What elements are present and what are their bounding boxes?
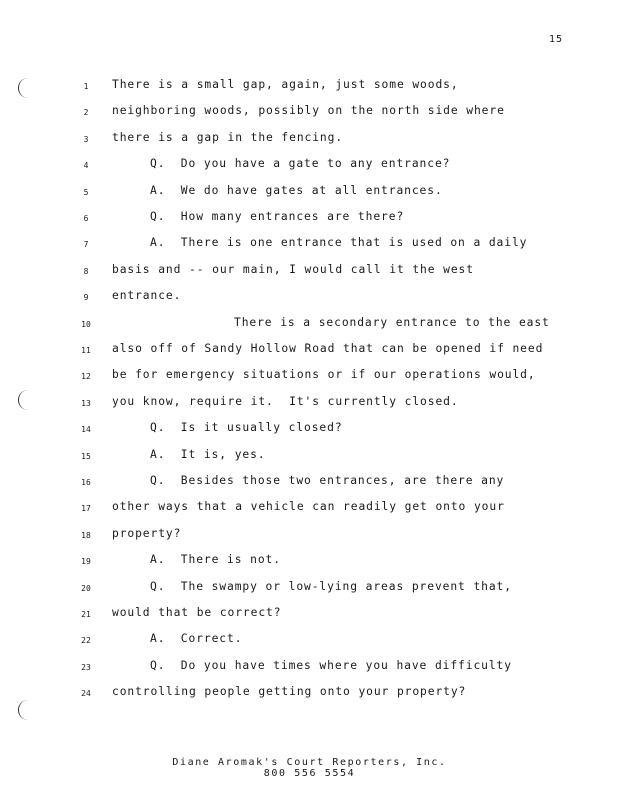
line-text: neighboring woods, possibly on the north side where	[112, 104, 505, 118]
line-number: 22	[81, 636, 91, 646]
transcript-line	[0, 157, 619, 183]
line-number: 11	[81, 346, 91, 355]
line-number: 6	[83, 214, 89, 223]
footer-phone: 800 556 5554	[263, 768, 356, 779]
line-number: 14	[81, 425, 91, 435]
line-number: 7	[83, 240, 89, 250]
line-text: A. It is, yes.	[150, 447, 266, 461]
line-text: Q. Besides those two entrances, are there any	[150, 474, 505, 487]
transcript-line	[0, 131, 619, 157]
line-number: 2	[83, 108, 89, 118]
line-text: you know, require it. It's currently closed.	[112, 394, 459, 408]
line-number: 21	[81, 610, 91, 619]
line-text: controlling people getting onto your property?	[112, 685, 467, 699]
line-text: Q. The swampy or low-lying areas prevent that,	[150, 579, 512, 593]
line-number: 20	[81, 583, 91, 593]
line-text: entrance.	[112, 289, 182, 303]
line-number: 15	[81, 451, 91, 461]
transcript-line	[0, 368, 619, 394]
transcript-line	[0, 78, 619, 104]
line-number: 3	[83, 134, 89, 144]
transcript-line	[0, 263, 619, 289]
transcript-line	[0, 632, 619, 658]
line-text: A. Correct.	[150, 632, 243, 646]
line-text: There is a secondary entrance to the east	[234, 315, 550, 329]
line-number: 18	[81, 530, 91, 540]
transcript-line	[0, 184, 619, 210]
transcript-line	[0, 342, 619, 368]
line-number: 10	[81, 319, 91, 329]
line-text: A. There is not.	[150, 553, 281, 567]
line-text: there is a gap in the fencing.	[112, 130, 344, 144]
transcript-line	[0, 606, 619, 632]
transcript-line	[0, 236, 619, 262]
transcript-line	[0, 395, 619, 421]
line-text: Q. How many entrances are there?	[150, 210, 405, 223]
transcript-line	[0, 421, 619, 447]
line-number: 8	[83, 266, 89, 276]
line-text: would that be correct?	[112, 606, 282, 619]
line-text: Q. Do you have times where you have difficulty	[150, 658, 512, 672]
line-text: other ways that a vehicle can readily get onto your	[112, 500, 505, 514]
line-text: There is a small gap, again, just some woods,	[112, 78, 459, 91]
line-text: A. There is one entrance that is used on a daily	[150, 236, 528, 250]
transcript-line	[0, 210, 619, 236]
line-number: 17	[81, 504, 91, 514]
transcript-line	[0, 316, 619, 342]
line-number: 19	[81, 557, 91, 567]
transcript-line	[0, 685, 619, 711]
transcript-line	[0, 500, 619, 526]
line-number: 5	[83, 187, 89, 197]
line-number: 16	[81, 478, 91, 487]
transcript-line	[0, 659, 619, 685]
line-number: 1	[83, 82, 89, 91]
line-number: 9	[83, 293, 89, 303]
page-number: 15	[549, 34, 564, 45]
line-number: 4	[83, 161, 89, 171]
transcript-line	[0, 289, 619, 315]
transcript-line	[0, 527, 619, 553]
line-text: property?	[112, 526, 182, 540]
transcript-line	[0, 104, 619, 130]
transcript-line	[0, 580, 619, 606]
line-text: also off of Sandy Hollow Road that can be opened if need	[112, 342, 544, 355]
line-text: Q. Is it usually closed?	[150, 421, 343, 435]
line-number: 24	[81, 689, 91, 699]
footer-company: Diane Aromak's Court Reporters, Inc.	[172, 757, 447, 768]
line-text: basis and -- our main, I would call it the west	[112, 262, 474, 276]
line-number: 13	[81, 398, 91, 408]
line-number: 12	[81, 372, 91, 382]
transcript-line	[0, 448, 619, 474]
line-text: A. We do have gates at all entrances.	[150, 183, 443, 197]
transcript-line	[0, 474, 619, 500]
transcript-line	[0, 553, 619, 579]
line-text: Q. Do you have a gate to any entrance?	[150, 157, 451, 171]
line-number: 23	[81, 662, 91, 672]
line-text: be for emergency situations or if our operations would,	[112, 368, 536, 382]
